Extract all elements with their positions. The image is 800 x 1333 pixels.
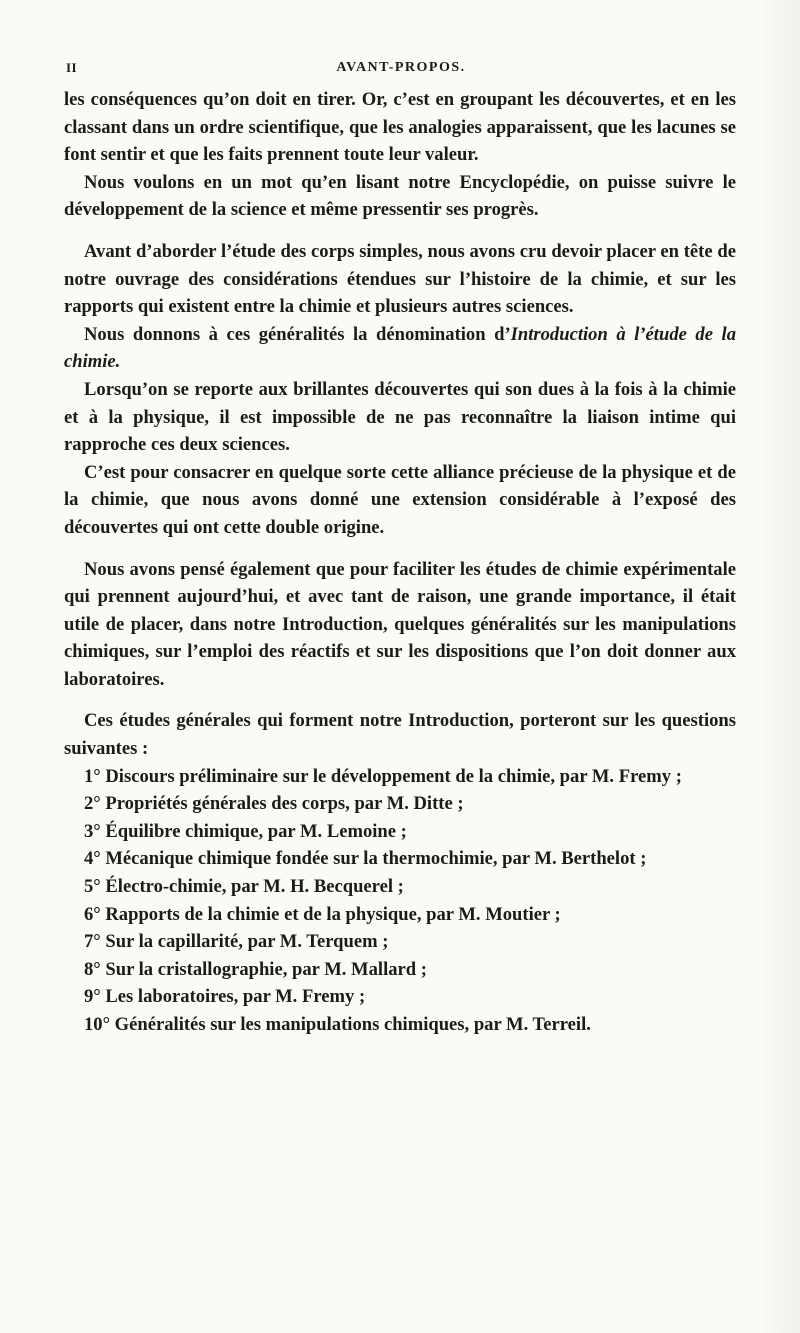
list-item: 9° Les laboratoires, par M. Fremy ; — [84, 986, 366, 1008]
list-item: 7° Sur la capillarité, par M. Terquem ; — [84, 931, 389, 953]
list-item: 3° Équilibre chimique, par M. Lemoine ; — [84, 820, 407, 842]
list-item: 1° Discours préliminaire sur le développement de la chimie, par M. Fremy ; — [84, 765, 682, 787]
paragraph-2: Nous voulons en un mot qu’en lisant notre Encyclopédie, on puisse suivre le développement de la science et même pressentir ses progrès. — [64, 171, 736, 221]
topics-list — [64, 763, 736, 1039]
page-number: II — [66, 60, 78, 75]
page-header — [66, 60, 736, 82]
paragraph-6: C’est pour consacrer en quelque sorte cette alliance précieuse de la physique et de la chimie, que nous avons donné une extension considérable à l’exposé des découvertes qui ont cette double origine. — [64, 461, 736, 538]
list-item: 5° Électro-chimie, par M. H. Becquerel ; — [84, 876, 404, 898]
paragraph-1: les conséquences qu’on doit en tirer. Or, c’est en groupant les découvertes, et en les classant dans un ordre scientifique, que les analogies apparaissent, que les lacunes se font sentir et que les faits prennent toute leur valeur. — [64, 89, 736, 166]
list-item: 2° Propriétés générales des corps, par M. Ditte ; — [84, 793, 464, 815]
list-item: 6° Rapports de la chimie et de la physique, par M. Moutier ; — [84, 903, 561, 925]
list-item: 10° Généralités sur les manipulations chimiques, par M. Terreil. — [84, 1014, 591, 1035]
paragraph-4-text: Nous donnons à ces généralités la dénomination d’ — [84, 323, 511, 345]
paragraph-4-italic-title: Introduction à l’étude de la chimie. — [64, 323, 736, 373]
list-item: 4° Mécanique chimique fondée sur la thermochimie, par M. Berthelot ; — [84, 848, 647, 870]
paragraph-3: Avant d’aborder l’étude des corps simples, nous avons cru devoir placer en tête de notre ouvrage des considérations étendues sur l’histoire de la chimie, et sur les rapports qui existent entre la chimie et plusieurs autres sciences. — [64, 240, 736, 318]
paragraph-8: Ces études générales qui forment notre Introduction, porteront sur les questions suivantes : — [64, 710, 736, 760]
paragraph-7: Nous avons pensé également que pour faciliter les études de chimie expérimentale qui prennent aujourd’hui, et avec tant de raison, une grande importance, il était utile de placer, dans notre Introduction, quelques généralités sur les manipulations chimiques, sur l’emploi des réactifs et sur les dispositions que l’on doit donner aux laboratoires. — [64, 558, 736, 690]
page-edge-shade — [760, 0, 800, 1333]
running-head: AVANT-PROPOS. — [336, 60, 466, 75]
body-text — [64, 86, 736, 1039]
paragraph-5: Lorsqu’on se reporte aux brillantes découvertes qui son dues à la fois à la chimie et à la physique, il est impossible de ne pas reconnaître la liaison intime qui rapproche ces deux sciences. — [64, 378, 736, 456]
paragraph-4 — [64, 321, 736, 376]
list-item: 8° Sur la cristallographie, par M. Mallard ; — [84, 958, 427, 980]
